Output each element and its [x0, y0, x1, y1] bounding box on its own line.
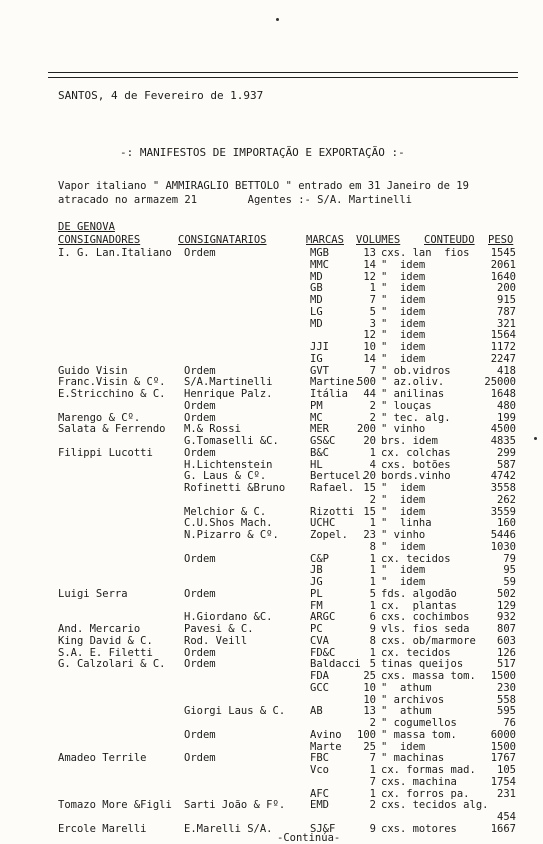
- cell-mark: EMD: [310, 799, 329, 812]
- cell-weight: 2061: [490, 258, 516, 271]
- cell-consignor: Luigi Serra: [58, 587, 128, 600]
- cell-consignor: And. Mercario: [58, 623, 141, 635]
- cell-weight: 587: [497, 458, 516, 471]
- table-row: [0, 752, 543, 764]
- table-row: [0, 564, 543, 576]
- table-row: [0, 576, 543, 588]
- table-row: [0, 823, 543, 835]
- table-row: [0, 588, 543, 600]
- cell-consignee: Ordem: [184, 411, 216, 424]
- top-rule-thin: [48, 77, 518, 78]
- cell-mark: PC: [310, 623, 323, 635]
- cell-contents: vls. fios seda: [381, 623, 470, 635]
- table-row: [0, 670, 543, 682]
- table-row: [0, 306, 543, 318]
- table-row: [0, 365, 543, 377]
- cell-contents: " idem: [381, 564, 426, 577]
- cell-contents: cxs. ob/marmore: [381, 634, 476, 647]
- cell-weight: 4500: [490, 423, 516, 436]
- cell-weight: 1564: [490, 329, 516, 342]
- header-contents: CONTEUDO: [424, 234, 475, 246]
- cell-consignee: Sarti João & Fº.: [184, 799, 286, 812]
- cell-mark: Martine.: [310, 376, 361, 389]
- table-row: [0, 611, 543, 623]
- cell-weight: 1500: [490, 740, 516, 753]
- cell-weight: 932: [497, 611, 516, 624]
- cell-consignee: Melchior & C.: [184, 505, 267, 518]
- cell-weight: 3558: [490, 482, 516, 494]
- table-row: [0, 259, 543, 271]
- cell-vol: 100: [357, 728, 376, 741]
- table-row: [0, 341, 543, 353]
- cell-contents: cxs. motores: [381, 822, 457, 835]
- place-date: SANTOS, 4 de Fevereiro de 1.937: [58, 89, 264, 102]
- table-row: [0, 635, 543, 647]
- cell-consignee: Ordem: [184, 587, 216, 600]
- cell-consignee: Henrique Palz.: [184, 388, 273, 400]
- table-row: [0, 282, 543, 294]
- cell-vol: 1: [369, 446, 376, 459]
- cell-vol: 2: [369, 493, 376, 506]
- cell-vol: 14: [363, 352, 376, 365]
- cell-contents: " idem: [381, 352, 426, 365]
- cell-weight: 558: [497, 693, 516, 706]
- cell-consignor: E.Stricchino & C.: [58, 388, 166, 400]
- cell-consignor: I. G. Lan.Italiano: [58, 247, 172, 259]
- cell-contents: " idem: [381, 493, 426, 506]
- cell-vol: 5: [369, 587, 376, 600]
- cell-mark: MD: [310, 270, 323, 283]
- cell-weight: 3559: [490, 505, 516, 518]
- table-row: [0, 529, 543, 541]
- cell-weight: 807: [497, 623, 516, 635]
- cell-vol: 14: [363, 258, 376, 271]
- cell-contents: " idem: [381, 341, 426, 353]
- cell-consignee: Rofinetti &Bruno: [184, 482, 286, 494]
- table-row: [0, 741, 543, 753]
- cell-vol: 8: [369, 540, 376, 553]
- cell-weight: 517: [497, 658, 516, 671]
- cell-vol: 2: [369, 399, 376, 412]
- cell-consignee: Rod. Veill: [184, 634, 248, 647]
- cell-mark: MC: [310, 411, 323, 424]
- cell-consignee: G.Tomaselli &C.: [184, 435, 279, 447]
- cell-vol: 15: [363, 482, 376, 494]
- cell-contents: cx. tecidos: [381, 646, 451, 659]
- cell-mark: Rafael.: [310, 482, 355, 494]
- cell-contents: cxs. botões: [381, 458, 451, 471]
- cell-vol: 2: [369, 799, 376, 812]
- table-row: [0, 658, 543, 670]
- cell-weight: 299: [497, 446, 516, 459]
- cell-consignee: N.Pizarro & Cº.: [184, 529, 279, 541]
- table-row: [0, 318, 543, 330]
- cell-contents: cxs. lan fios: [381, 247, 470, 259]
- cell-consignee: Ordem: [184, 364, 216, 377]
- cell-vol: 10: [363, 681, 376, 694]
- cell-vol: 7: [369, 775, 376, 788]
- cell-mark: Bertucel.: [310, 470, 367, 483]
- cell-contents: cx. formas mad.: [381, 764, 476, 776]
- table-row: [0, 470, 543, 482]
- cell-weight: 6000: [490, 728, 516, 741]
- cell-mark: Marte: [310, 740, 342, 753]
- cell-weight: 95: [503, 564, 516, 577]
- cell-contents: " az.oliv.: [381, 376, 445, 389]
- table-row: [0, 788, 543, 800]
- cell-contents: " vinho: [381, 529, 426, 541]
- cell-mark: Itália: [310, 388, 348, 400]
- cell-vol: 1: [369, 552, 376, 565]
- cell-vol: 1: [369, 564, 376, 577]
- cell-consignee: E.Marelli S/A.: [184, 822, 273, 835]
- table-row: [0, 271, 543, 283]
- table-row: [0, 294, 543, 306]
- cell-weight: 1754: [490, 775, 516, 788]
- header-consignors: CONSIGNADORES: [58, 234, 141, 246]
- table-row: [0, 694, 543, 706]
- cell-vol: 4: [369, 458, 376, 471]
- cell-mark: MD: [310, 317, 323, 330]
- cell-consignee: Pavesi & C.: [184, 623, 254, 635]
- cell-vol: 5: [369, 305, 376, 318]
- table-row: [0, 541, 543, 553]
- cell-weight: 1545: [490, 247, 516, 259]
- table-row: [0, 400, 543, 412]
- cell-consignee: Ordem: [184, 399, 216, 412]
- table-row: [0, 459, 543, 471]
- continues-footer: -Continúa-: [277, 832, 341, 844]
- header-consignees: CONSIGNATARIOS: [178, 234, 267, 246]
- cell-contents: " idem: [381, 540, 426, 553]
- cell-weight: 595: [497, 705, 516, 718]
- cell-contents: " anilinas: [381, 388, 445, 400]
- cell-weight: 915: [497, 294, 516, 306]
- cell-consignor: King David & C.: [58, 634, 153, 647]
- cell-contents: " idem: [381, 258, 426, 271]
- cell-weight: 76: [503, 717, 516, 729]
- cell-weight: 230: [497, 681, 516, 694]
- cell-contents: " idem: [381, 482, 426, 494]
- cell-vol: 7: [369, 364, 376, 377]
- cell-vol: 1: [369, 646, 376, 659]
- cell-consignor: G. Calzolari & C.: [58, 658, 166, 671]
- cell-consignee: S/A.Martinelli: [184, 376, 273, 389]
- cell-weight: 603: [497, 634, 516, 647]
- cell-mark: FD&C: [310, 646, 336, 659]
- cell-vol: 1: [369, 764, 376, 776]
- cell-weight: 105: [497, 764, 516, 776]
- cell-weight: 1030: [490, 540, 516, 553]
- cell-consignor: Amadeo Terrile: [58, 752, 147, 765]
- table-row: [0, 705, 543, 717]
- cell-contents: " massa tom.: [381, 728, 457, 741]
- cell-mark: SJ&F: [310, 822, 336, 835]
- cell-contents: " idem: [381, 305, 426, 318]
- cell-weight: 502: [497, 587, 516, 600]
- cell-mark: Vco: [310, 764, 329, 776]
- cell-consignee: Ordem: [184, 658, 216, 671]
- cell-mark: B&C: [310, 446, 329, 459]
- cell-contents: " archivos: [381, 693, 445, 706]
- cell-mark: AFC: [310, 787, 329, 800]
- cell-vol: 15: [363, 505, 376, 518]
- document-title: -: MANIFESTOS DE IMPORTAÇÃO E EXPORTAÇÃO :-: [120, 146, 405, 159]
- cell-contents: " idem: [381, 576, 426, 588]
- cell-weight: 1640: [490, 270, 516, 283]
- cell-contents: " idem: [381, 294, 426, 306]
- cell-mark: PL: [310, 587, 323, 600]
- cell-consignee: Ordem: [184, 446, 216, 459]
- cell-mark: FM: [310, 599, 323, 612]
- cell-weight: 418: [497, 364, 516, 377]
- cell-mark: Rizotti: [310, 505, 355, 518]
- cell-vol: 9: [369, 822, 376, 835]
- cell-weight: 5446: [490, 529, 516, 541]
- cell-contents: " ob.vidros: [381, 364, 451, 377]
- cell-weight: 79: [503, 552, 516, 565]
- cell-vol: 8: [369, 634, 376, 647]
- cell-contents: bords.vinho: [381, 470, 451, 483]
- cell-contents: " machinas: [381, 752, 445, 765]
- cell-mark: GS&C: [310, 435, 336, 447]
- cell-vol: 25: [363, 740, 376, 753]
- cell-consignee: Ordem: [184, 552, 216, 565]
- cell-vol: 13: [363, 705, 376, 718]
- cell-mark: FDA: [310, 670, 329, 682]
- table-row: [0, 764, 543, 776]
- table-row: [0, 412, 543, 424]
- cell-vol: 10: [363, 341, 376, 353]
- top-rule: [48, 72, 518, 73]
- cell-contents: " louças: [381, 399, 432, 412]
- cell-weight: 126: [497, 646, 516, 659]
- cell-contents: " athum: [381, 681, 432, 694]
- header-volumes: VOLUMES: [356, 234, 401, 246]
- cell-vol: 2: [369, 411, 376, 424]
- cell-vol: 1: [369, 576, 376, 588]
- cell-vol: 2: [369, 717, 376, 729]
- cell-weight: 231: [497, 787, 516, 800]
- cell-vol: 1: [369, 599, 376, 612]
- table-row: [0, 482, 543, 494]
- cell-contents: " idem: [381, 740, 426, 753]
- cell-contents: fds. algodão: [381, 587, 457, 600]
- cell-contents: " linha: [381, 517, 432, 530]
- cell-vol: 44: [363, 388, 376, 400]
- cell-mark: GCC: [310, 681, 329, 694]
- table-row: [0, 553, 543, 565]
- cell-contents: " athum: [381, 705, 432, 718]
- table-row: [0, 329, 543, 341]
- cell-consignee: Ordem: [184, 646, 216, 659]
- cell-contents: tinas queijos: [381, 658, 464, 671]
- cell-weight: 321: [497, 317, 516, 330]
- cell-vol: 1: [369, 787, 376, 800]
- cell-mark: IG: [310, 352, 323, 365]
- cell-mark: ARGC: [310, 611, 336, 624]
- cell-mark: JG: [310, 576, 323, 588]
- cell-vol: 3: [369, 317, 376, 330]
- table-row: [0, 423, 543, 435]
- cell-contents: " cogumellos: [381, 717, 457, 729]
- cell-consignee: Ordem: [184, 752, 216, 765]
- cell-weight: 199: [497, 411, 516, 424]
- cell-weight: 262: [497, 493, 516, 506]
- vessel-line-2: atracado no armazem 21 Agentes :- S/A. Martinelli: [58, 194, 413, 206]
- cell-mark: Zopel.: [310, 529, 348, 541]
- cell-consignee: Ordem: [184, 247, 216, 259]
- table-row: [0, 729, 543, 741]
- cell-weight: 454: [497, 811, 516, 823]
- cell-contents: cx. colchas: [381, 446, 451, 459]
- cell-consignee: C.U.Shos Mach.: [184, 517, 273, 530]
- cell-weight: 1500: [490, 670, 516, 682]
- cell-weight: 1767: [490, 752, 516, 765]
- cell-mark: Baldacci: [310, 658, 361, 671]
- cell-weight: 480: [497, 399, 516, 412]
- cell-vol: 20: [363, 470, 376, 483]
- cell-mark: FBC: [310, 752, 329, 765]
- cell-weight: 200: [497, 282, 516, 295]
- cell-contents: " idem: [381, 270, 426, 283]
- cell-mark: UCHC: [310, 517, 336, 530]
- cell-mark: AB: [310, 705, 323, 718]
- table-row: [0, 682, 543, 694]
- header-weight: PESO: [488, 234, 514, 246]
- cell-contents: " idem: [381, 282, 426, 295]
- cell-mark: CVA: [310, 634, 329, 647]
- table-row: [0, 376, 543, 388]
- speck: [276, 18, 279, 21]
- cell-weight: 1648: [490, 388, 516, 400]
- table-row: [0, 623, 543, 635]
- cell-weight: 787: [497, 305, 516, 318]
- cell-consignee: G. Laus & Cº.: [184, 470, 267, 483]
- cell-weight: 160: [497, 517, 516, 530]
- cell-contents: cxs. cochimbos: [381, 611, 470, 624]
- cell-weight: 4742: [490, 470, 516, 483]
- cell-vol: 25: [363, 670, 376, 682]
- cell-vol: 500: [357, 376, 376, 389]
- table-row: [0, 776, 543, 788]
- header-marks: MARCAS: [306, 234, 344, 246]
- cell-mark: LG: [310, 305, 323, 318]
- cell-consignee: M.& Rossi: [184, 423, 241, 436]
- cell-contents: cxs. massa tom.: [381, 670, 476, 682]
- cell-vol: 1: [369, 282, 376, 295]
- table-row: [0, 811, 543, 823]
- cell-mark: GVT: [310, 364, 329, 377]
- cell-vol: 7: [369, 294, 376, 306]
- cell-consignor: Franc.Visin & Cº.: [58, 376, 166, 389]
- cell-contents: " vinho: [381, 423, 426, 436]
- cell-contents: cx. plantas: [381, 599, 457, 612]
- cell-mark: MER: [310, 423, 329, 436]
- vessel-line-1: Vapor italiano " AMMIRAGLIO BETTOLO " entrado em 31 Janeiro de 19: [58, 180, 469, 192]
- cell-contents: " idem: [381, 329, 426, 342]
- cell-weight: 4835: [490, 435, 516, 447]
- cell-mark: JJI: [310, 341, 329, 353]
- cell-vol: 12: [363, 270, 376, 283]
- cell-weight: 25000: [484, 376, 516, 389]
- cell-consignee: H.Giordano &C.: [184, 611, 273, 624]
- cell-weight: 1667: [490, 822, 516, 835]
- cell-mark: MD: [310, 294, 323, 306]
- cell-consignor: Filippi Lucotti: [58, 446, 153, 459]
- cell-contents: cxs. tecidos alg.: [381, 799, 489, 812]
- table-row: [0, 717, 543, 729]
- table-row: [0, 353, 543, 365]
- cell-mark: MMC: [310, 258, 329, 271]
- cell-consignor: Tomazo More &Figli: [58, 799, 172, 812]
- cell-vol: 12: [363, 329, 376, 342]
- cell-weight: 129: [497, 599, 516, 612]
- cell-contents: " tec. alg.: [381, 411, 451, 424]
- cell-weight: 59: [503, 576, 516, 588]
- cell-consignor: Marengo & Cº.: [58, 411, 141, 424]
- cell-mark: HL: [310, 458, 323, 471]
- cell-consignee: Ordem: [184, 728, 216, 741]
- table-row: [0, 494, 543, 506]
- cell-consignor: S.A. E. Filetti: [58, 646, 153, 659]
- table-row: [0, 600, 543, 612]
- cell-contents: " idem: [381, 505, 426, 518]
- cell-contents: brs. idem: [381, 435, 438, 447]
- cell-mark: Avino: [310, 728, 342, 741]
- table-row: [0, 517, 543, 529]
- cell-consignee: Giorgi Laus & C.: [184, 705, 286, 718]
- cell-vol: 1: [369, 517, 376, 530]
- cell-consignor: Salata & Ferrendo: [58, 423, 166, 436]
- cell-contents: cx. tecidos: [381, 552, 451, 565]
- cell-weight: 2247: [490, 352, 516, 365]
- cell-consignor: Guido Visin: [58, 364, 128, 377]
- cell-mark: MGB: [310, 247, 329, 259]
- cell-contents: cx. forros pa.: [381, 787, 470, 800]
- cell-weight: 1172: [490, 341, 516, 353]
- table-row: [0, 435, 543, 447]
- cell-mark: JB: [310, 564, 323, 577]
- cell-contents: " idem: [381, 317, 426, 330]
- cell-consignor: Ercole Marelli: [58, 822, 147, 835]
- cell-vol: 23: [363, 529, 376, 541]
- cell-mark: C&P: [310, 552, 329, 565]
- cell-contents: cxs. machina: [381, 775, 457, 788]
- cell-vol: 7: [369, 752, 376, 765]
- table-row: [0, 506, 543, 518]
- cell-vol: 10: [363, 693, 376, 706]
- cell-consignee: H.Lichtenstein: [184, 458, 273, 471]
- cell-mark: PM: [310, 399, 323, 412]
- cell-vol: 9: [369, 623, 376, 635]
- table-row: [0, 388, 543, 400]
- cell-vol: 6: [369, 611, 376, 624]
- cell-mark: GB: [310, 282, 323, 295]
- cell-vol: 200: [357, 423, 376, 436]
- cell-vol: 20: [363, 435, 376, 447]
- table-row: [0, 447, 543, 459]
- table-row: [0, 647, 543, 659]
- cell-vol: 5: [369, 658, 376, 671]
- origin-port: DE GENOVA: [58, 221, 115, 233]
- table-row: [0, 247, 543, 259]
- cell-vol: 13: [363, 247, 376, 259]
- table-row: [0, 799, 543, 811]
